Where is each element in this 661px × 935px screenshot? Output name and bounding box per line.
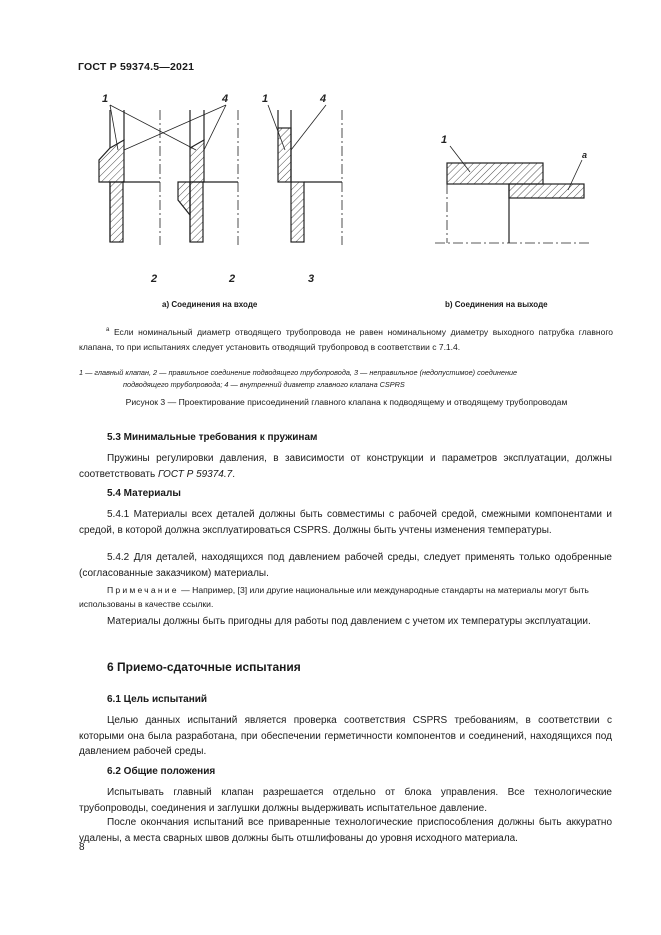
paragraph-6-1: Целью данных испытаний является проверка соответствия CSPRS требованиям, в соответствии с которыми она была разработана, при обеспечении герметичности компонентов и соединений, находящихся под давлением рабочей среды. <box>79 715 612 757</box>
heading-6: 6 Приемо-сдаточные испытания <box>107 660 301 674</box>
paragraph-5-3 <box>79 451 612 482</box>
note-label: Примечание <box>107 585 179 595</box>
label-2b: 2 <box>229 273 236 285</box>
label-4a: 4 <box>222 93 229 105</box>
legend-line-2: подводящего трубопровода; 4 — внутренний диаметр главного клапана CSPRS <box>123 380 405 389</box>
figure-footnote <box>79 323 613 355</box>
footnote-mark: a <box>106 327 110 333</box>
figure-legend <box>79 367 614 391</box>
s53-text: Пружины регулировки давления, в зависимости от конструкции и параметров эксплуатации, должны соответствовать <box>79 453 612 480</box>
paragraph-5-4-2: 5.4.2 Для деталей, находящихся под давлением рабочей среды, следует применять только одобренные (согласованные заказчиком) материалы. <box>79 552 612 579</box>
s53-end: . <box>232 468 235 480</box>
footnote-text: Если номинальный диаметр отводящего трубопровода не равен номинальному диаметру выходного патрубка главного клапана, то при испытаниях следует установить отводящий трубопровод в соответствии с 7.1.4. <box>79 326 613 352</box>
paragraph-5-4-3: Материалы должны быть пригодны для работы под давлением с учетом их температуры эксплуатации. <box>107 616 591 627</box>
panel-outlet <box>435 146 590 243</box>
document-header: ГОСТ Р 59374.5—2021 <box>78 61 195 73</box>
page-number: 8 <box>79 842 85 853</box>
figure-3-drawing <box>0 0 661 300</box>
caption-outlet: b) Соединения на выходе <box>445 300 548 309</box>
label-4b: 4 <box>320 93 327 105</box>
paragraph-5-4-1: 5.4.1 Материалы всех деталей должны быть совместимы с рабочей средой, смежными компонентами и средой, в которой должна эксплуатироваться CSPRS. Должны быть учтены изменения температуры. <box>79 509 612 536</box>
heading-6-1: 6.1 Цель испытаний <box>107 694 208 705</box>
caption-inlet: a) Соединения на входе <box>162 300 258 309</box>
label-3: 3 <box>308 273 315 285</box>
panel-incorrect <box>278 110 342 245</box>
s53-ref: ГОСТ Р 59374.7 <box>157 468 233 480</box>
label-1b: 1 <box>262 93 269 105</box>
heading-6-2: 6.2 Общие положения <box>107 766 216 777</box>
panel-correct-2 <box>178 110 238 245</box>
label-1a: 1 <box>102 93 109 105</box>
label-2a: 2 <box>151 273 158 285</box>
label-ra: a <box>582 150 588 160</box>
panel-correct-1 <box>99 110 160 245</box>
note-5-4 <box>79 583 612 611</box>
figure-title: Рисунок 3 — Проектирование присоединений главного клапана к подводящему и отводящему трубопроводам <box>125 397 568 407</box>
heading-5-3: 5.3 Минимальные требования к пружинам <box>107 432 318 443</box>
heading-5-4: 5.4 Материалы <box>107 488 181 499</box>
legend-line-1: 1 — главный клапан, 2 — правильное соединение подводящего трубопровода, 3 — неправильное (недопустимое) соединение <box>79 368 518 377</box>
note-text: — Например, [3] или другие национальные или международные стандарты на материалы могут быть использованы в качестве ссылки. <box>79 585 589 609</box>
paragraph-6-2-2: После окончания испытаний все приваренные технологические приспособления должны быть аккуратно удалены, а места сварных швов должны быть отшлифованы до уровня исходного материала. <box>79 817 612 844</box>
label-r1: 1 <box>441 134 448 146</box>
paragraph-6-2-1: Испытывать главный клапан разрешается отдельно от блока управления. Все технологические трубопроводы, соединения и заглушки должны выдерживать испытательное давление. <box>79 787 612 814</box>
